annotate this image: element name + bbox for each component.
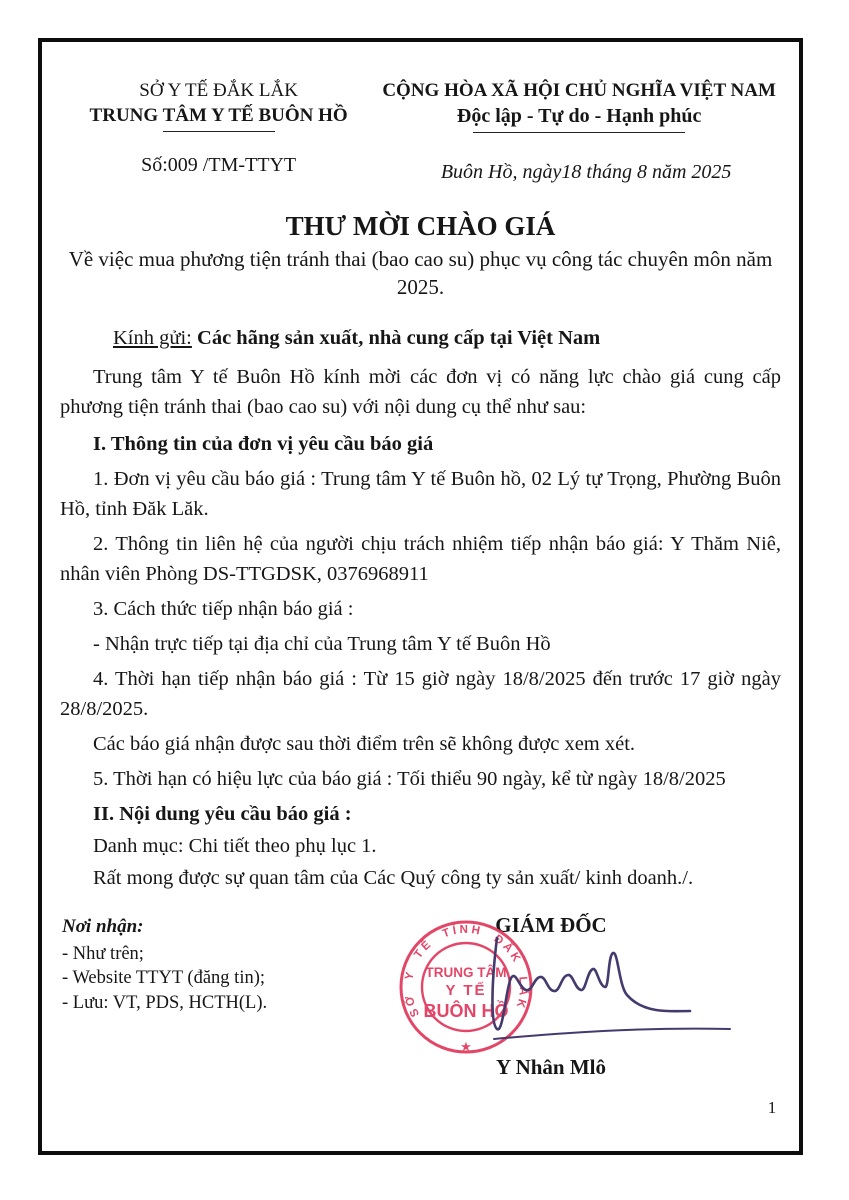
salutation-recipient: Các hãng sản xuất, nhà cung cấp tại Việt Nam [197, 327, 601, 349]
body-note: Các báo giá nhận được sau thời điểm trên sẽ không được xem xét. [93, 733, 636, 755]
page-border-frame [38, 38, 803, 1155]
section2-heading: II. Nội dung yêu cầu báo giá : [93, 803, 352, 825]
stamp-center-line3: BUÔN HỒ [423, 1001, 509, 1021]
section1-heading: I. Thông tin của đơn vị yêu cầu báo giá [93, 433, 434, 455]
official-stamp-icon [401, 922, 531, 1054]
page-number: 1 [767, 1098, 777, 1117]
recipient-item: - Lưu: VT, PDS, HCTH(L). [62, 992, 268, 1013]
motto-underline [473, 132, 685, 133]
issuer-underline [163, 131, 275, 132]
document-subtitle: Về việc mua phương tiện tránh thai (bao cao su) phục vụ công tác chuyên môn năm 2025. [68, 247, 773, 299]
issuer-org: TRUNG TÂM Y TẾ BUÔN HỒ [89, 105, 348, 126]
intro-paragraph: Trung tâm Y tế Buôn Hồ kính mời các đơn vị có năng lực chào giá cung cấp phương tiện tránh thai (bao cao su) với nội dung cụ thể như sau: [60, 366, 781, 418]
salutation-label: Kính gửi: [113, 327, 192, 349]
body-item-3: 3. Cách thức tiếp nhận báo giá : [93, 598, 354, 620]
signer-name: Y Nhân Mlô [495, 1055, 607, 1079]
signer-title: GIÁM ĐỐC [495, 913, 607, 937]
recipient-item: - Như trên; [62, 943, 144, 964]
recipients-block [62, 915, 267, 1015]
letterhead-issuer [60, 78, 377, 184]
recipient-item: - Website TTYT (đăng tin); [62, 968, 266, 988]
place-date-line: Buôn Hồ, ngày18 tháng 8 năm 2025 [440, 161, 732, 183]
body-item-3-dash: - Nhận trực tiếp tại địa chỉ của Trung tâm Y tế Buôn Hồ [93, 633, 551, 655]
document-number: Số:009 /TM-TTYT [141, 154, 297, 176]
letterhead-national [377, 78, 781, 184]
recipients-label: Nơi nhận: [62, 916, 144, 937]
stamp-ring-text: SỞ Y TẾ TỈNH ĐẮK LẮK [402, 923, 530, 1019]
stamp-star-icon: ★ [460, 1039, 472, 1054]
body-item-5: 5. Thời hạn có hiệu lực của báo giá : Tối thiểu 90 ngày, kể từ ngày 18/8/2025 [93, 768, 726, 790]
section2-line1: Danh mục: Chi tiết theo phụ lục 1. [93, 835, 377, 857]
document-title: THƯ MỜI CHÀO GIÁ [285, 211, 556, 241]
signature-ink-icon [492, 938, 730, 1039]
stamp-center-line1: TRUNG TÂM [425, 965, 507, 980]
letterhead [60, 78, 781, 184]
salutation-line [113, 327, 781, 350]
body-item-4: 4. Thời hạn tiếp nhận báo giá : Từ 15 giờ ngày 18/8/2025 đến trước 17 giờ ngày 28/8/2025. [60, 668, 781, 720]
body-text [60, 362, 781, 893]
stamp-center-line2: Y TẾ [445, 982, 487, 999]
body-item-1: 1. Đơn vị yêu cầu báo giá : Trung tâm Y tế Buôn hồ, 02 Lý tự Trọng, Phường Buôn Hồ, tỉnh Đăk Lăk. [60, 468, 781, 520]
issuer-parent-org: SỞ Y TẾ ĐẮK LẮK [139, 80, 298, 101]
national-motto-line1: CỘNG HÒA XÃ HỘI CHỦ NGHĨA VIỆT NAM [382, 80, 776, 101]
signature-block [60, 903, 781, 1200]
body-item-2: 2. Thông tin liên hệ của người chịu trách nhiệm tiếp nhận báo giá: Y Thăm Niê, nhân viên Phòng DS-TTGDSK, 0376968911 [60, 533, 781, 585]
national-motto-line2: Độc lập - Tự do - Hạnh phúc [456, 105, 702, 127]
section2-line2: Rất mong được sự quan tâm của Các Quý công ty sản xuất/ kinh doanh./. [93, 867, 694, 889]
